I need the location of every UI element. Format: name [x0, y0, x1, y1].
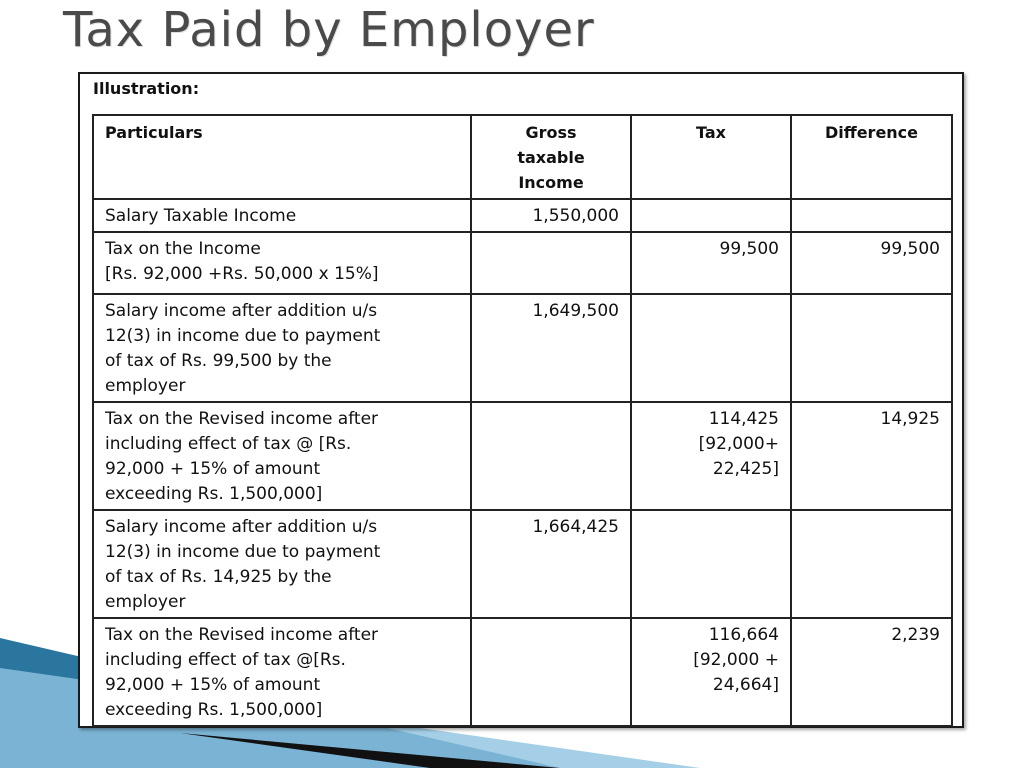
- table-row: [93, 294, 952, 402]
- cell-difference: 99,500: [791, 232, 952, 294]
- tax-table: [92, 114, 953, 727]
- table-row: [93, 232, 952, 294]
- particulars-line: Tax on the Income: [105, 239, 261, 259]
- header-gross-line: Income: [518, 173, 584, 192]
- tax-line: 116,664: [708, 625, 779, 645]
- cell-difference: 14,925: [791, 402, 952, 510]
- cell-gross: [471, 402, 631, 510]
- cell-gross: [471, 232, 631, 294]
- cell-difference: 2,239: [791, 618, 952, 726]
- cell-particulars: [93, 618, 471, 726]
- header-tax: Tax: [631, 115, 791, 199]
- particulars-line: exceeding Rs. 1,500,000]: [105, 700, 323, 720]
- cell-particulars: [93, 232, 471, 294]
- particulars-line: of tax of Rs. 14,925 by the: [105, 567, 332, 587]
- header-gross-taxable-income: [471, 115, 631, 199]
- tax-line: 22,425]: [712, 459, 779, 479]
- particulars-line: 12(3) in income due to payment: [105, 542, 381, 562]
- cell-particulars: [93, 510, 471, 618]
- table-row: [93, 510, 952, 618]
- particulars-line: employer: [105, 592, 186, 612]
- tax-line: 99,500: [719, 239, 779, 259]
- cell-difference: [791, 294, 952, 402]
- table-row: [93, 618, 952, 726]
- cell-tax: [631, 294, 791, 402]
- cell-particulars: [93, 402, 471, 510]
- particulars-line: exceeding Rs. 1,500,000]: [105, 484, 323, 504]
- cell-gross: [471, 618, 631, 726]
- particulars-line: [Rs. 92,000 +Rs. 50,000 x 15%]: [105, 264, 379, 284]
- tax-line: 114,425: [708, 409, 779, 429]
- cell-tax: [631, 232, 791, 294]
- particulars-line: 12(3) in income due to payment: [105, 326, 381, 346]
- tax-line: [92,000 +: [693, 650, 779, 670]
- cell-particulars: [93, 199, 471, 232]
- particulars-line: Salary Taxable Income: [105, 206, 297, 226]
- particulars-line: 92,000 + 15% of amount: [105, 675, 321, 695]
- header-difference: Difference: [791, 115, 952, 199]
- table-row: [93, 199, 952, 232]
- slide-title: Tax Paid by Employer: [63, 2, 595, 58]
- illustration-box: [78, 72, 964, 728]
- cell-particulars: [93, 294, 471, 402]
- cell-tax: [631, 618, 791, 726]
- particulars-line: of tax of Rs. 99,500 by the: [105, 351, 332, 371]
- tax-line: [92,000+: [698, 434, 779, 454]
- particulars-line: Salary income after addition u/s: [105, 517, 378, 537]
- cell-gross: 1,664,425: [471, 510, 631, 618]
- header-gross-line: taxable: [517, 148, 585, 167]
- cell-tax: [631, 510, 791, 618]
- cell-gross: 1,550,000: [471, 199, 631, 232]
- cell-gross: 1,649,500: [471, 294, 631, 402]
- cell-tax: [631, 199, 791, 232]
- particulars-line: employer: [105, 376, 186, 396]
- table-row: [93, 402, 952, 510]
- illustration-label: Illustration:: [93, 79, 200, 98]
- cell-difference: [791, 199, 952, 232]
- particulars-line: Tax on the Revised income after: [105, 625, 379, 645]
- header-gross-line: Gross: [525, 123, 577, 142]
- cell-difference: [791, 510, 952, 618]
- particulars-line: Salary income after addition u/s: [105, 301, 378, 321]
- header-particulars: Particulars: [93, 115, 471, 199]
- table-header-row: [93, 115, 952, 199]
- cell-tax: [631, 402, 791, 510]
- tax-line: 24,664]: [712, 675, 779, 695]
- particulars-line: Tax on the Revised income after: [105, 409, 379, 429]
- particulars-line: 92,000 + 15% of amount: [105, 459, 321, 479]
- particulars-line: including effect of tax @[Rs.: [105, 650, 346, 670]
- particulars-line: including effect of tax @ [Rs.: [105, 434, 352, 454]
